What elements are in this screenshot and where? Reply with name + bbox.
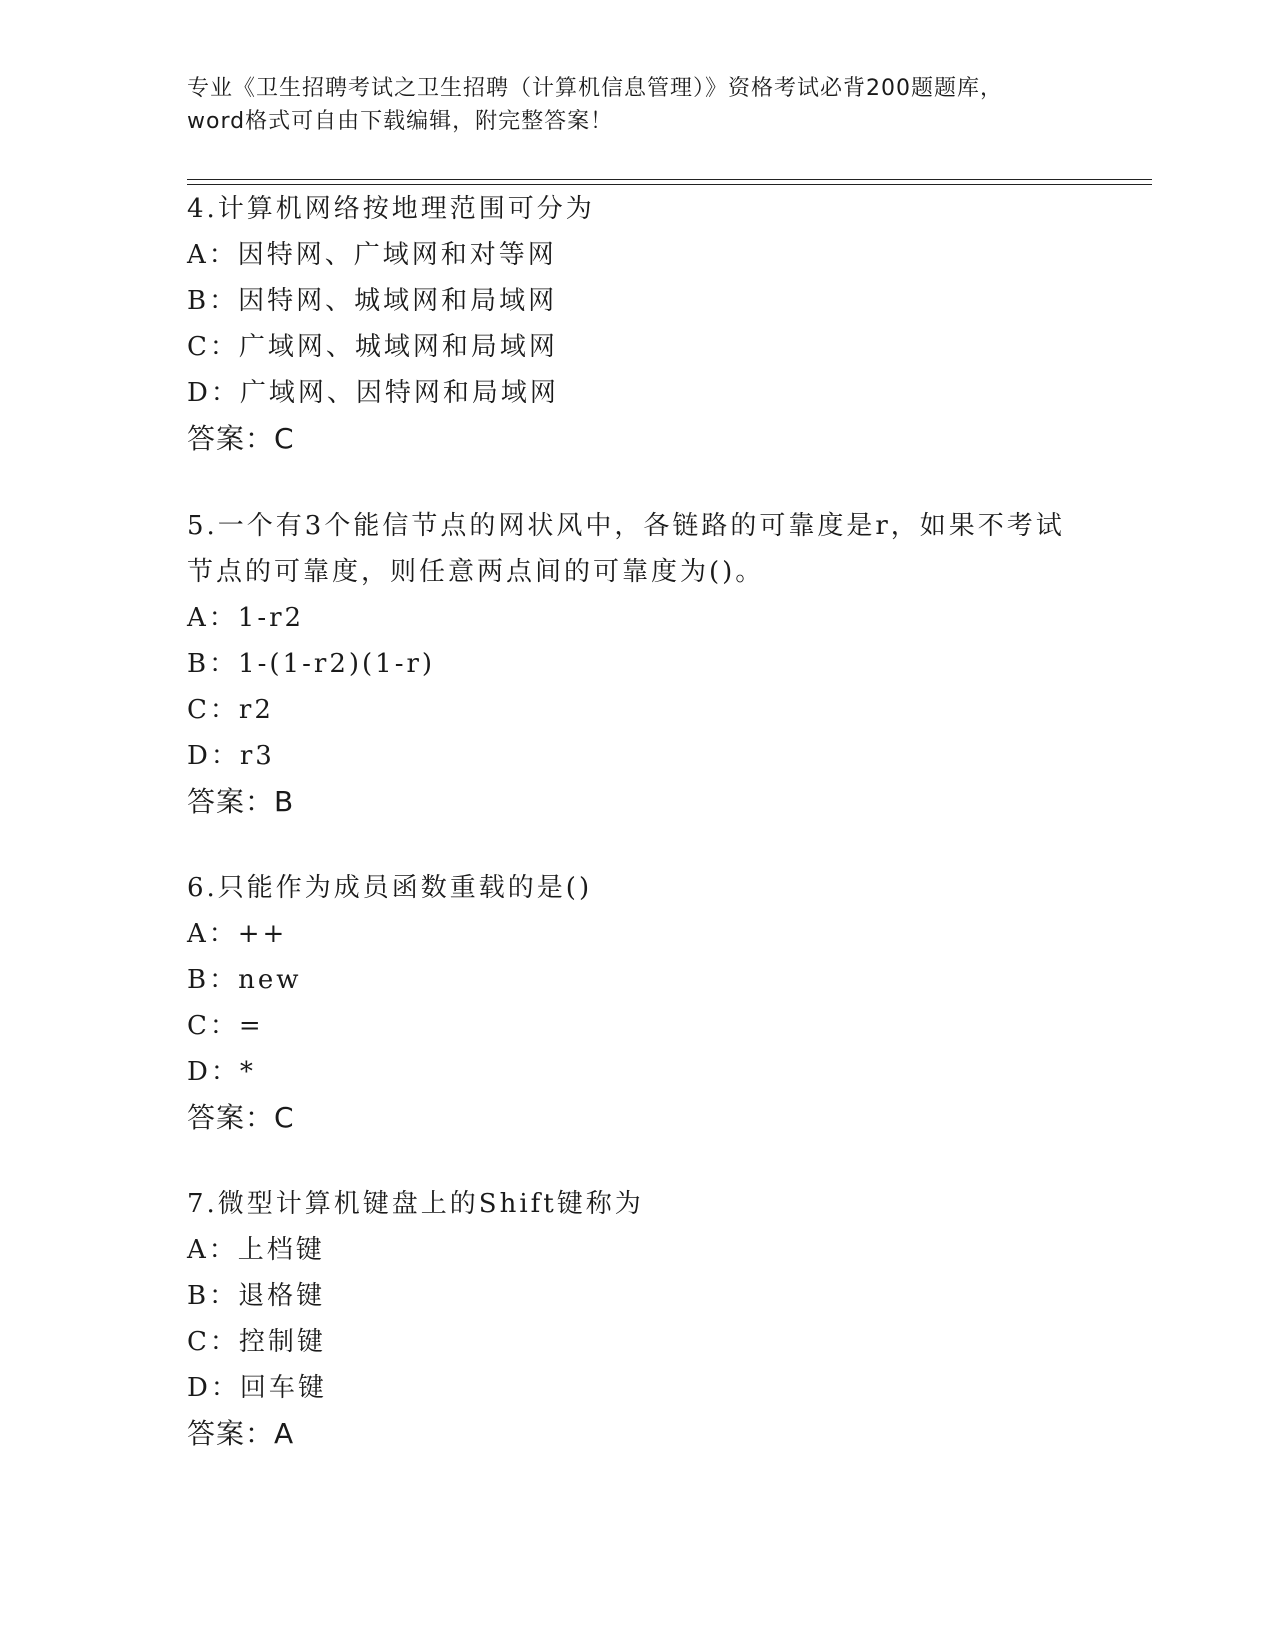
option-a: A：1-r2 xyxy=(187,603,305,633)
question-text: 4.计算机网络按地理范围可分为 xyxy=(187,194,595,224)
option-b: B：new xyxy=(187,965,302,995)
answer: 答案：C xyxy=(187,1101,295,1134)
answer: 答案：A xyxy=(187,1417,295,1450)
option-a: A：上档键 xyxy=(187,1235,325,1265)
option-b: B：1-(1-r2)(1-r) xyxy=(187,649,436,679)
question-text: 5.一个有3个能信节点的网状风中，各链路的可靠度是r，如果不考试节点的可靠度，则任意两点间的可靠度为()。 xyxy=(187,511,1065,587)
option-c: C：控制键 xyxy=(187,1327,326,1357)
option-a: A：因特网、广域网和对等网 xyxy=(187,240,557,270)
document-header xyxy=(187,72,1087,138)
question-4 xyxy=(187,186,1087,462)
answer: 答案：C xyxy=(187,422,295,455)
option-c: C：r2 xyxy=(187,695,274,725)
header-divider-bottom xyxy=(187,184,1152,185)
option-d: D：广域网、因特网和局域网 xyxy=(187,378,559,408)
option-d: D：r3 xyxy=(187,741,275,771)
answer: 答案：B xyxy=(187,785,295,818)
question-text: 7.微型计算机键盘上的Shift键称为 xyxy=(187,1189,644,1219)
option-d: D：回车键 xyxy=(187,1373,327,1403)
header-line-2: word格式可自由下载编辑，附完整答案！ xyxy=(187,109,614,134)
option-b: B：退格键 xyxy=(187,1281,326,1311)
option-b: B：因特网、城域网和局域网 xyxy=(187,286,558,316)
question-7 xyxy=(187,1181,1087,1457)
option-c: C：广域网、城域网和局域网 xyxy=(187,332,558,362)
question-5 xyxy=(187,503,1067,825)
option-d: D：* xyxy=(187,1057,256,1087)
question-6 xyxy=(187,865,1087,1141)
header-divider-top xyxy=(187,179,1152,180)
option-c: C：= xyxy=(187,1011,264,1041)
header-line-1: 专业《卫生招聘考试之卫生招聘（计算机信息管理）》资格考试必背200题题库， xyxy=(187,76,1003,101)
option-a: A：++ xyxy=(187,919,288,949)
question-text: 6.只能作为成员函数重载的是() xyxy=(187,873,593,903)
